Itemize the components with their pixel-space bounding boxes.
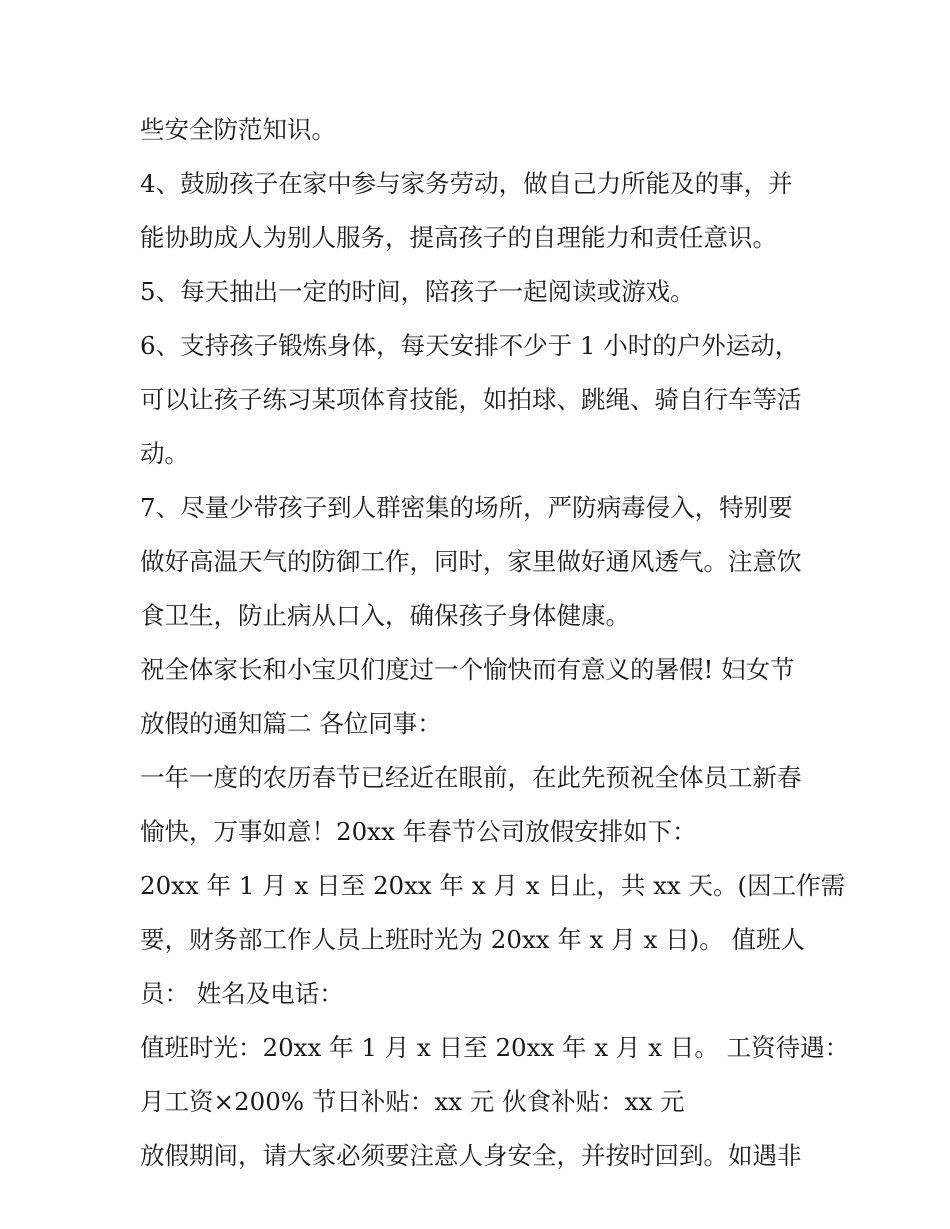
text-line: 放假的通知篇二 各位同事：	[140, 709, 442, 738]
text-line: 月工资×200% 节日补贴：xx 元 伙食补贴：xx 元	[140, 1087, 685, 1116]
text-line: 值班时光：20xx 年 1 月 x 日至 20xx 年 x 月 x 日。 工资待遇：	[140, 1033, 850, 1062]
text-line: 愉快，万事如意！20xx 年春节公司放假安排如下：	[140, 817, 697, 846]
text-line: 能协助成人为别人服务，提高孩子的自理能力和责任意识。	[140, 223, 777, 252]
text-line: 些安全防范知识。	[140, 115, 336, 144]
text-line: 可以让孩子练习某项体育技能，如拍球、跳绳、骑自行车等活	[140, 385, 802, 414]
text-line: 7、尽量少带孩子到人群密集的场所，严防病毒侵入，特别要	[140, 493, 793, 522]
text-line: 做好高温天气的防御工作，同时，家里做好通风透气。注意饮	[140, 547, 802, 576]
text-line: 放假期间，请大家必须要注意人身安全，并按时回到。如遇非	[140, 1141, 802, 1170]
text-line: 祝全体家长和小宝贝们度过一个愉快而有意义的暑假! 妇女节	[140, 655, 795, 684]
document-body	[140, 103, 850, 1183]
text-line: 食卫生，防止病从口入，确保孩子身体健康。	[140, 601, 630, 630]
text-line: 4、鼓励孩子在家中参与家务劳动，做自己力所能及的事，并	[140, 169, 793, 198]
text-line: 20xx 年 1 月 x 日至 20xx 年 x 月 x 日止，共 xx 天。(因工作需	[140, 871, 846, 900]
text-line: 员： 姓名及电话：	[140, 979, 344, 1008]
text-line: 6、支持孩子锻炼身体，每天安排不少于 1 小时的户外运动，	[140, 331, 800, 360]
text-line: 一年一度的农历春节已经近在眼前，在此先预祝全体员工新春	[140, 763, 802, 792]
text-line: 要，财务部工作人员上班时光为 20xx 年 x 月 x 日)。 值班人	[140, 925, 806, 954]
text-line: 动。	[140, 439, 189, 468]
text-line: 5、每天抽出一定的时间，陪孩子一起阅读或游戏。	[140, 277, 695, 306]
